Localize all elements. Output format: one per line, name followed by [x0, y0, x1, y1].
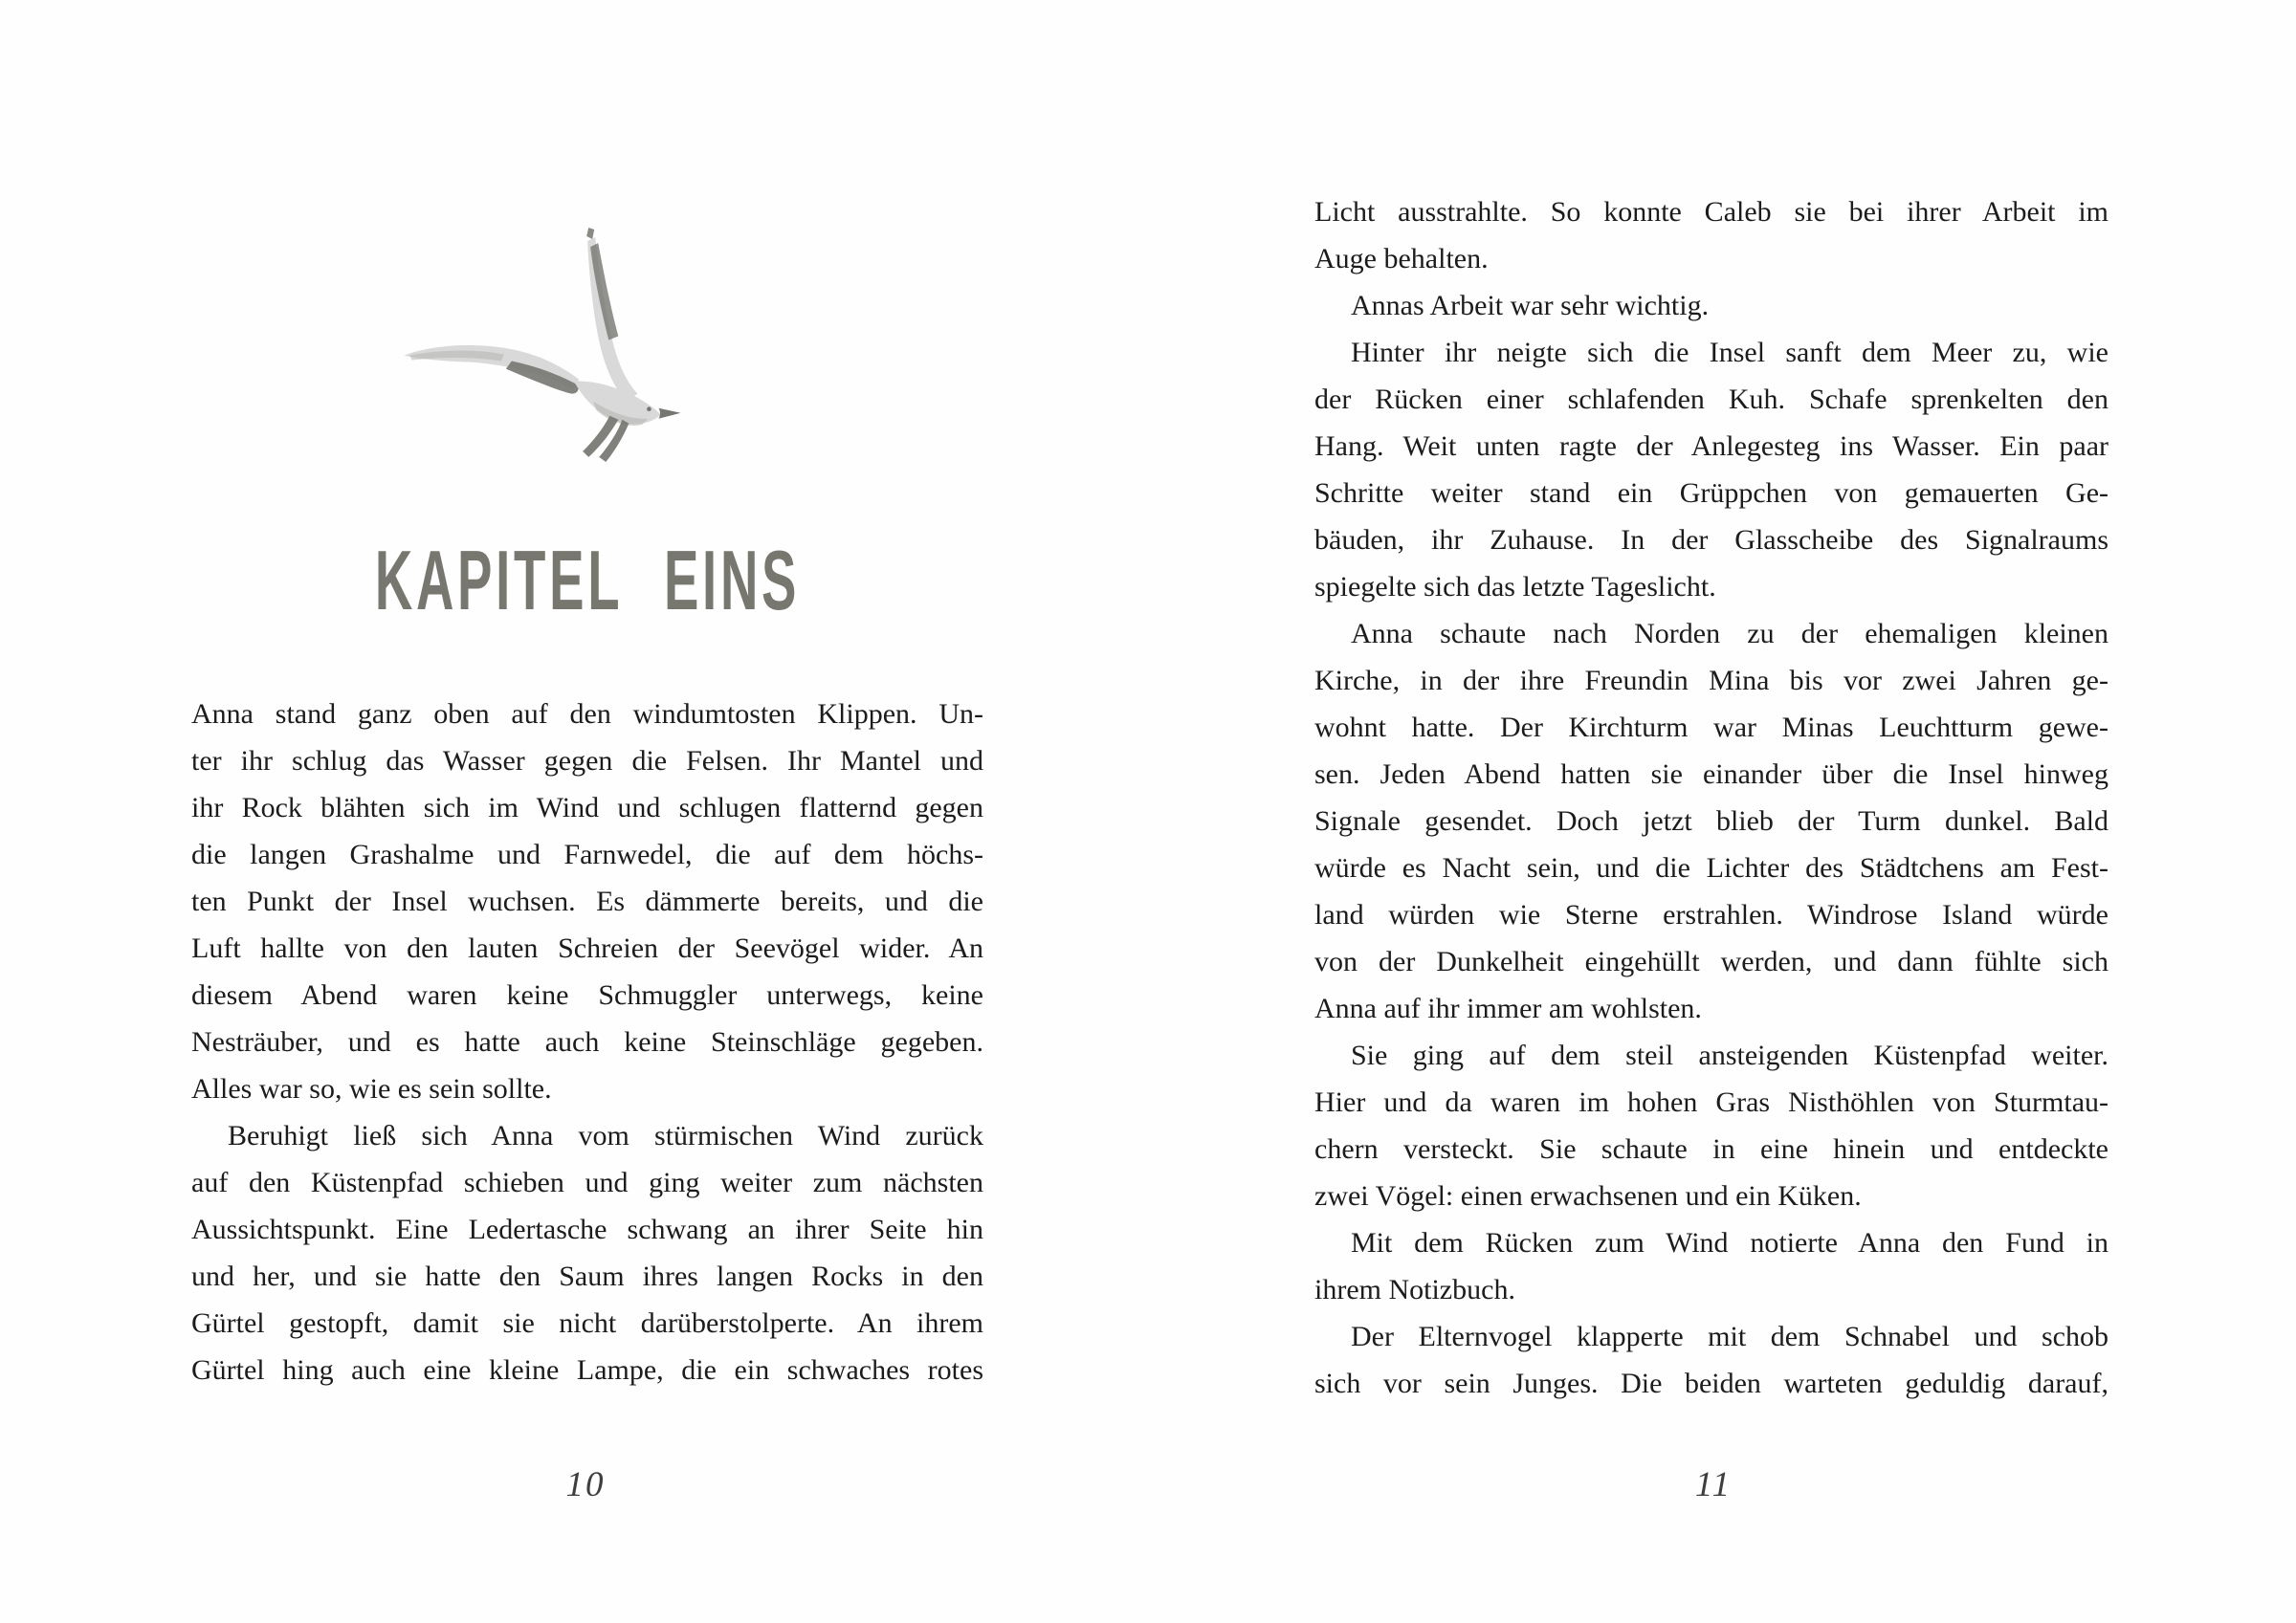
right-page-text: [1314, 188, 2108, 1407]
text-line: Luft hallte von den lauten Schreien der Seevögel wider. An: [191, 932, 983, 964]
text-line: Signale gesendet. Doch jetzt blieb der Turm dunkel. Bald: [1314, 805, 2108, 837]
text-line: wohnt hatte. Der Kirchturm war Minas Leuchtturm gewe-: [1314, 712, 2108, 743]
text-line: Anna stand ganz oben auf den windumtosten Klippen. Un-: [191, 698, 983, 730]
text-line: Gürtel hing auch eine kleine Lampe, die ein schwaches rotes: [191, 1354, 983, 1386]
text-line: Hang. Weit unten ragte der Anlegesteg ins Wasser. Ein paar: [1314, 430, 2108, 462]
text-line: und her, und sie hatte den Saum ihres langen Rocks in den: [191, 1261, 983, 1292]
text-line: auf den Küstenpfad schieben und ging weiter zum nächsten: [191, 1167, 983, 1198]
text-line: Sie ging auf dem steil ansteigenden Küstenpfad weiter.: [1351, 1040, 2108, 1071]
text-line: ihr Rock blähten sich im Wind und schlugen flatternd gegen: [191, 792, 983, 823]
text-line: Anna schaute nach Norden zu der ehemaligen kleinen: [1351, 618, 2108, 649]
text-line: ter ihr schlug das Wasser gegen die Felsen. Ihr Mantel und: [191, 745, 983, 777]
text-line: spiegelte sich das letzte Tageslicht.: [1314, 571, 1716, 603]
text-line: ihrem Notizbuch.: [1314, 1274, 1515, 1305]
page-number-left: 10: [565, 1465, 606, 1504]
text-line: Der Elternvogel klapperte mit dem Schnabel und schob: [1351, 1321, 2108, 1352]
text-line: der Rücken einer schlafenden Kuh. Schafe sprenkelten den: [1314, 384, 2108, 415]
text-line: von der Dunkelheit eingehüllt werden, und dann fühlte sich: [1314, 946, 2108, 977]
text-line: Hier und da waren im hohen Gras Nisthöhlen von Sturmtau-: [1314, 1086, 2108, 1118]
text-line: Mit dem Rücken zum Wind notierte Anna den Fund in: [1351, 1227, 2108, 1259]
chapter-heading: KAPITEL EINS: [374, 533, 801, 627]
text-line: die langen Grashalme und Farnwedel, die auf dem höchs-: [191, 839, 983, 870]
text-line: Nesträuber, und es hatte auch keine Steinschläge gegeben.: [191, 1026, 983, 1058]
text-line: Annas Arbeit war sehr wichtig.: [1351, 290, 1710, 321]
text-line: Alles war so, wie es sein sollte.: [191, 1073, 552, 1105]
text-line: Aussichtspunkt. Eine Ledertasche schwang an ihrer Seite hin: [191, 1214, 983, 1245]
text-line: diesem Abend waren keine Schmuggler unterwegs, keine: [191, 979, 983, 1011]
seabird-illustration: [400, 228, 689, 472]
text-line: würde es Nacht sein, und die Lichter des Städtchens am Fest-: [1314, 852, 2108, 884]
text-line: Hinter ihr neigte sich die Insel sanft dem Meer zu, wie: [1351, 337, 2108, 368]
text-line: sen. Jeden Abend hatten sie einander über die Insel hinweg: [1314, 758, 2108, 790]
text-line: bäuden, ihr Zuhause. In der Glasscheibe des Signalraums: [1314, 524, 2108, 556]
text-line: ten Punkt der Insel wuchsen. Es dämmerte bereits, und die: [191, 886, 983, 917]
text-line: Gürtel gestopft, damit sie nicht darüberstolperte. An ihrem: [191, 1307, 983, 1339]
text-line: Beruhigt ließ sich Anna vom stürmischen Wind zurück: [228, 1120, 983, 1151]
text-line: Anna auf ihr immer am wohlsten.: [1314, 993, 1702, 1024]
text-line: Auge behalten.: [1314, 243, 1489, 274]
text-line: chern versteckt. Sie schaute in eine hinein und entdeckte: [1314, 1133, 2108, 1165]
page-number-right: 11: [1694, 1465, 1733, 1504]
left-page-text: [191, 691, 983, 1393]
text-line: land würden wie Sterne erstrahlen. Windrose Island würde: [1314, 899, 2108, 931]
text-line: zwei Vögel: einen erwachsenen und ein Küken.: [1314, 1180, 1862, 1212]
flying-seabird-icon: [400, 228, 689, 472]
text-line: Schritte weiter stand ein Grüppchen von gemauerten Ge-: [1314, 477, 2108, 509]
text-line: sich vor sein Junges. Die beiden warteten geduldig darauf,: [1314, 1368, 2108, 1399]
text-line: Kirche, in der ihre Freundin Mina bis vor zwei Jahren ge-: [1314, 665, 2108, 696]
text-line: Licht ausstrahlte. So konnte Caleb sie bei ihrer Arbeit im: [1314, 196, 2108, 228]
